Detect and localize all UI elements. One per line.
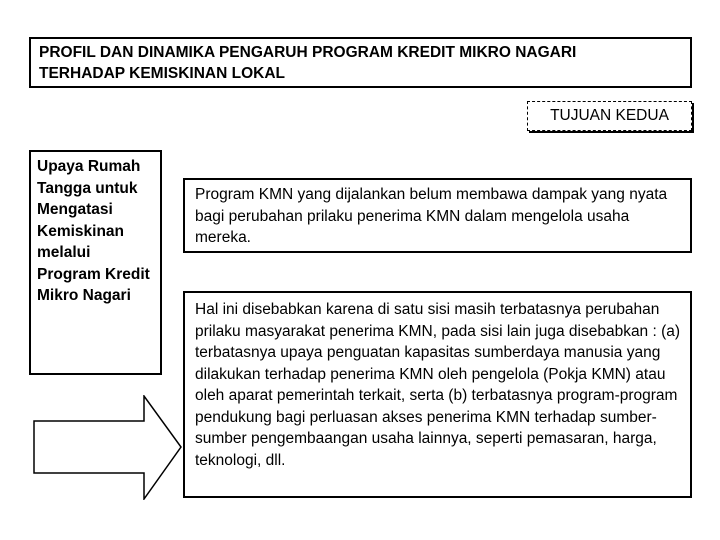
title-line-2: TERHADAP KEMISKINAN LOKAL — [39, 65, 285, 82]
finding-box-2 — [183, 291, 692, 498]
title-line-1: PROFIL DAN DINAMIKA PENGARUH PROGRAM KREDIT MIKRO NAGARI — [39, 44, 577, 61]
right-arrow-icon — [33, 395, 183, 500]
topic-text: Upaya Rumah Tangga untuk Mengatasi Kemiskinan melalui Program Kredit Mikro Nagari — [37, 158, 150, 304]
topic-box — [29, 150, 162, 375]
objective-tag — [527, 101, 692, 131]
objective-tag-label: TUJUAN KEDUA — [550, 107, 669, 124]
finding-1-text: Program KMN yang dijalankan belum membawa dampak yang nyata bagi perubahan prilaku penerima KMN dalam mengelola usaha mereka. — [195, 186, 668, 246]
finding-box-1 — [183, 178, 692, 253]
title-box — [29, 37, 692, 88]
finding-2-text: Hal ini disebabkan karena di satu sisi masih terbatasnya perubahan prilaku masyarakat penerima KMN, pada sisi lain juga disebabkan : (a) terbatasnya upaya penguatan kapasitas sumberdaya manusia yang dilakukan terhadap penerima KMN oleh pengelola (Pokja KMN) atau oleh aparat pemerintah terkait, serta (b) terbatasnya program-program pendukung bagi perluasan akses penerima KMN terhadap sumber-sumber pengembaangan usaha lainnya, seperti pemasaran, harga, teknologi, dll. — [195, 301, 681, 469]
